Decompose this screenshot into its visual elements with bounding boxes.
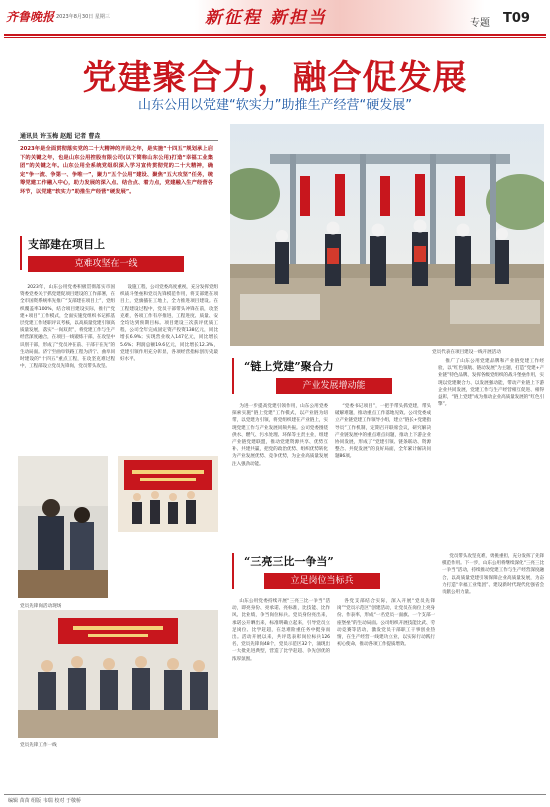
training-session-photo bbox=[18, 610, 218, 738]
section3-paragraph-2: 各党支部结合实际，深入开展“党员先锋岗”“党员示范区”创建活动，让党员在岗位上亮身份、作表率，形成“一名党员一面旗、一个支部一座堡垒”的生动局面。公司组织开展技能比武、劳动竞赛等活动，激发党员干部职工干事创业热情，在生产经营一线建功立业，以实际行动践行初心使命，推动各项工作提质增效。 bbox=[337, 599, 435, 648]
section3-subtitle-bar: 立足岗位当标兵 bbox=[264, 573, 380, 589]
section3-paragraph-3: 党员带头攻坚克难，勇挑重担，充分发挥了先锋模范作用。下一步，山东公用将继续深化“三亮三比一争当”活动，持续推动党建工作与生产经营深度融合，以高质量党建引领保障企业高质量发展，为奋力打造“幸福工业集团”、建设新时代现代化强省会贡献公用力量。 bbox=[442, 554, 544, 596]
construction-site-photo bbox=[230, 124, 544, 346]
section1-paragraph-1: 2023年，山东公用党委积极贯彻落实市国资委党委关于抓党建促项目建设的工作部署，在全市国资系统率先推广“支部建在项目上”，党组织覆盖率100%，结合项目建设实际，推行“党建+项目”工作模式，全面实施党组织书记抓基层党建工作述职评议考核，以高质量党建引领高质量发展，落实“一岗双责”，将党建工作与生产经营深度融合，在项目一线锻炼干部，在攻坚中识别干部，形成了“党员冲在前、干部干在先”的生动局面。济宁至曲阜铁路工程为济宁、曲阜同时建设的“十四五”重点工程，在攻坚克难过程中，工程部设立党员先锋岗，党员带头攻坚。 bbox=[20, 285, 115, 370]
section2-title: “链上党建”聚合力 bbox=[244, 360, 334, 373]
section3-paragraph-1: 山东公用党委持续开展“三亮三比一争当”活动，即亮身份、亮承诺、亮标准，比技能、比作风、比业绩，争当岗位标兵。党员身份亮出来，承诺公开晒出来，标准明确立起来，引导党员立足岗位、比学赶超，在急难险重任务中挺身而出。活动开展以来，共评选表彰岗位标兵126名，党员先锋岗48个，党员示范区32个，涌现出一大批先进典型，营造了比学赶超、争先创优的浓厚氛围。 bbox=[232, 599, 330, 662]
section2-column-1 bbox=[232, 403, 328, 545]
section1-subtitle-bar: 克难攻坚在一线 bbox=[28, 256, 184, 272]
page-number: T09 bbox=[503, 11, 530, 26]
top-photo-caption: 党员代表在项目建设一线开展活动 bbox=[432, 350, 501, 355]
page-headline: 党建聚合力，融合促发展 bbox=[82, 58, 468, 98]
section2-paragraph-1: 为进一步提高党建引领作用，山东公用党委探索实施“链上党建”工作模式，以产业链为纽带，以党建为引领，将党组织建在产业链上，实现党建工作与产业发展同频共振。公司党委围绕供水、燃气、污水处理、环保等主责主业，组建产业链党建联盟，推动党建资源共享、优势互补、共建共赢，把党的政治优势、组织优势转化为产业发展优势、竞争优势，为企业高质量发展注入强劲动能。 bbox=[232, 404, 328, 467]
center-photo bbox=[118, 456, 218, 532]
section3-column-1 bbox=[232, 598, 330, 790]
byline-rule bbox=[18, 140, 218, 141]
masthead-slogan: 新征程 新担当 bbox=[205, 8, 327, 28]
section2-paragraph-2: “党委书记项目”，一把手带头抓党建，带头破解难题，推动重点工作落地见效。公司党委成立产业链党建工作领导小组，建立“链长+党建指导员”工作机制，定期召开联席会议，研究解决产业链发展中的重点难点问题，推动上下游企业协同发展，形成了“党建引领、链条联动、资源整合、共促发展”的良好局面，全年累计解决问题86项。 bbox=[335, 404, 431, 460]
footer-rule bbox=[4, 794, 546, 795]
section3-column-3 bbox=[442, 553, 544, 790]
left-photo-2 bbox=[18, 610, 218, 738]
left-photo-2-caption: 党员先锋工作一线 bbox=[20, 743, 57, 748]
section1-column-2 bbox=[120, 284, 218, 446]
section3-bracket bbox=[232, 553, 235, 589]
section3-title: “三亮三比一争当” bbox=[244, 555, 334, 568]
section1-paragraph-2: 设施工程，公司党委高度重视，充分发挥党组织战斗堡垒和党员先锋模范作用，将支部建在项目上，党旗插在工地上，全力推进项目建设。在工程建设过程中，党员干部带头冲锋在前，攻坚克难，各项工作有序推进，工程进度、质量、安全均达到预期目标。项目建设三次获评优质工程，公司全年完成固定资产投资138亿元，同比增长6.9%；实现营业收入147亿元，同比增长5.6%；利润总额19.6亿元，同比增长12.3%，党建引领作用充分彰显，各项经营指标创历史最好水平。 bbox=[120, 285, 218, 363]
section2-paragraph-3: 推广了山东公用党建品牌和产业链党建工作经验，以“红色领航、链动发展”为主题，打造“党建+产业链”特色品牌，发挥各级党组织的战斗堡垒作用，实现以党建聚合力、以发展强动能，带动产业链上下游企业共同发展，党建工作与生产经营相互促进、相得益彰，“链上党建”成为推动企业高质量发展的“红色引擎”。 bbox=[438, 359, 544, 408]
office-meeting-photo bbox=[18, 456, 108, 598]
section2-bracket bbox=[232, 358, 235, 394]
issue-date: 2023年8月30日 星期三 bbox=[56, 14, 110, 20]
section3-column-2 bbox=[337, 598, 435, 790]
left-photo-1 bbox=[18, 456, 108, 598]
section1-title: 支部建在项目上 bbox=[28, 238, 105, 251]
seminar-photo bbox=[118, 456, 218, 532]
section2-column-2 bbox=[335, 403, 431, 545]
masthead-rule-thin bbox=[4, 37, 546, 38]
left-photo-1-caption: 党员先锋岗活动现场 bbox=[20, 604, 62, 609]
page-subheadline: 山东公用以党建“软实力”助推生产经营“硬发展” bbox=[138, 98, 412, 113]
lead-paragraph: 2023年是全面贯彻落实党的二十大精神的开局之年，是实施“十四五”规划承上启下的关键之年，也是山东公用控股有限公司(以下简称山东公用)打造“幸福工业集团”的关键之年。山东公用全系统党组织深入学习宣传贯彻党的二十大精神，确定“争一流、争第一、争唯一”，聚力“五个公用”建设、聚焦“五大攻坚”任务，统筹党建工作融入中心，助力发展的深入点、结合点、着力点，党建融入生产经营各环节，以党建“软实力”助推生产经营“硬发展”。 bbox=[20, 146, 213, 195]
section1-bracket bbox=[20, 236, 23, 270]
newspaper-logo: 齐鲁晚报 bbox=[6, 10, 55, 24]
masthead-rule bbox=[4, 34, 546, 36]
editor-credits: 编辑 苗苗 组版 韦瑞 校对 于敬桥 bbox=[8, 798, 81, 804]
section2-subtitle-bar: 产业发展增动能 bbox=[276, 378, 392, 394]
section-label: 专题 bbox=[470, 18, 490, 29]
byline: 通讯员 许玉梅 赵超 记者 曹垚 bbox=[20, 133, 101, 140]
section2-column-3 bbox=[438, 358, 544, 545]
top-photo bbox=[230, 124, 544, 346]
